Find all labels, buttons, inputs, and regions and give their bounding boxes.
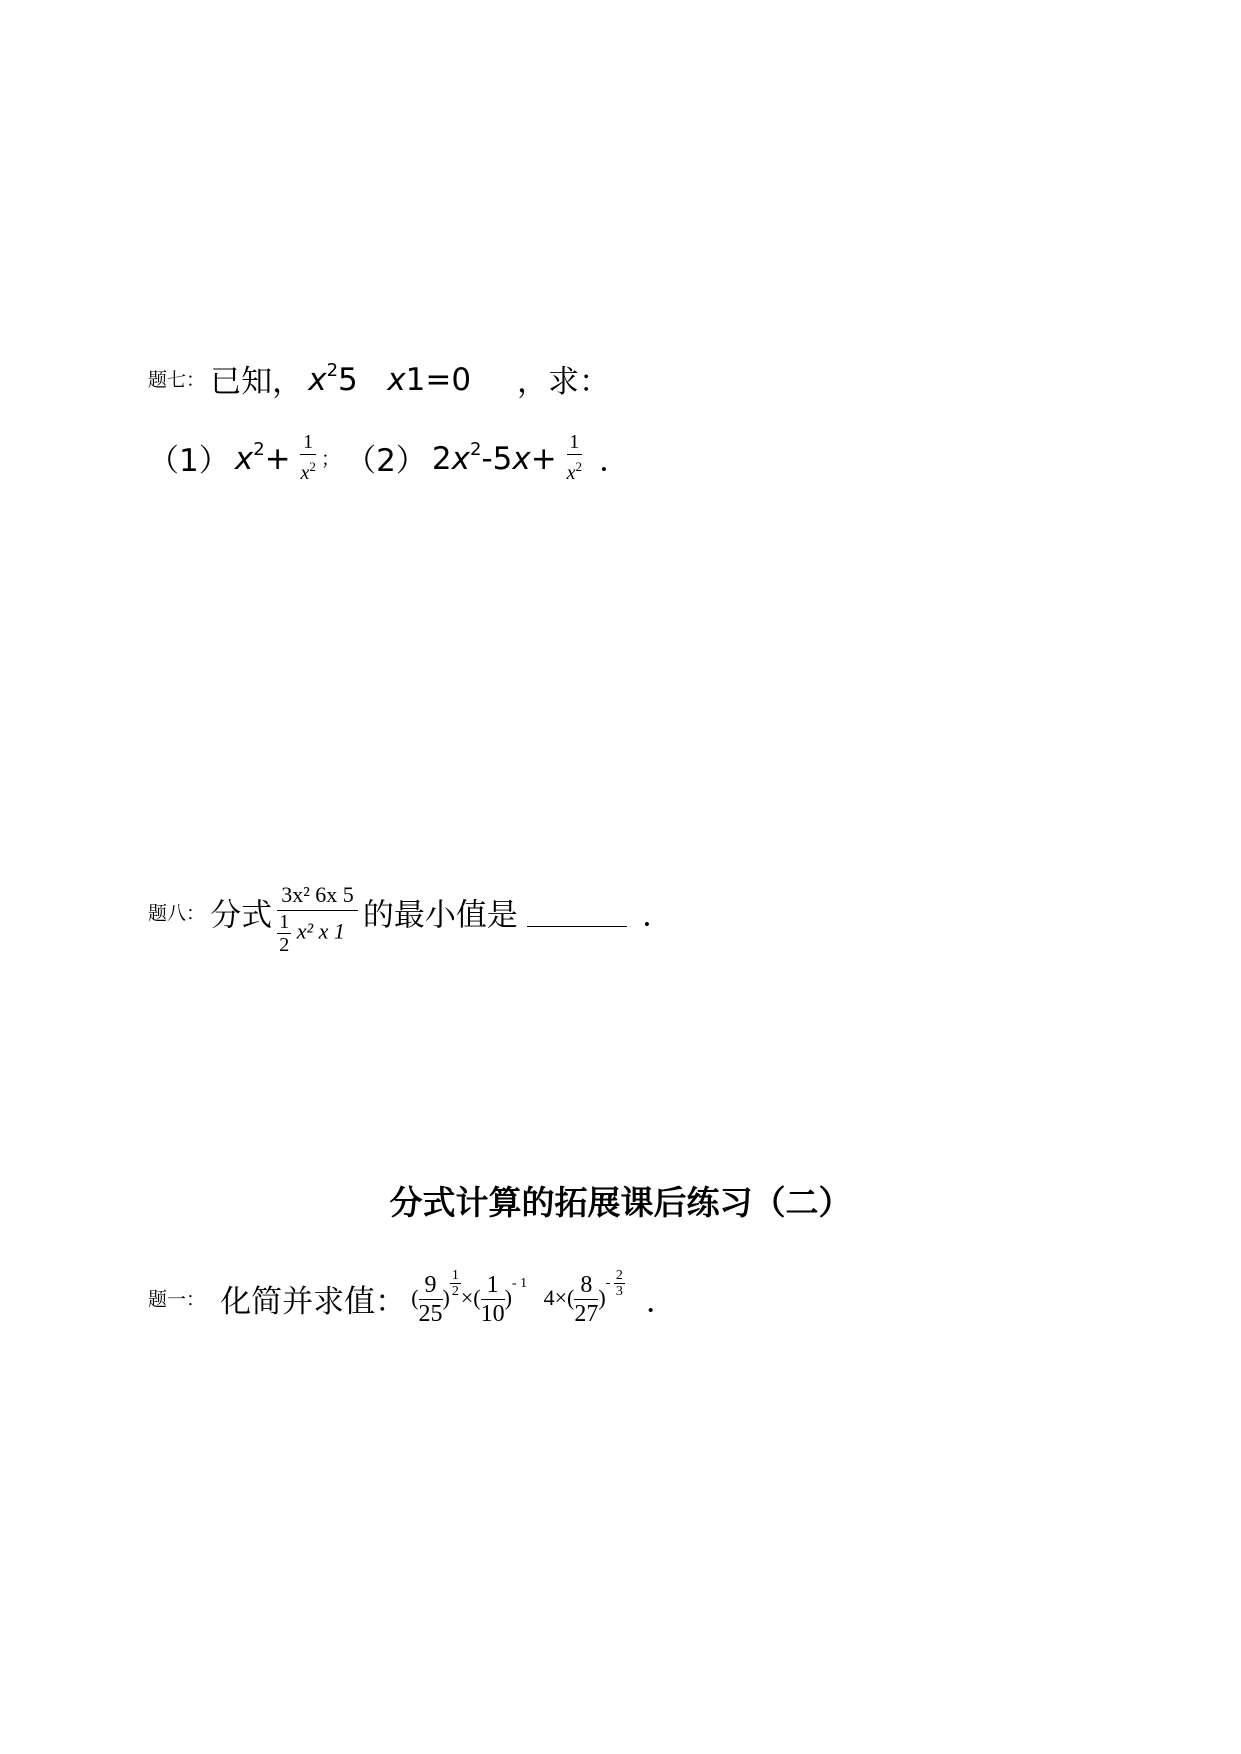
answer-blank[interactable] bbox=[527, 898, 627, 927]
q8-suffix: 的最小值是 bbox=[362, 897, 518, 934]
q1-text: 化简并求值： bbox=[220, 1283, 407, 1320]
q8-line bbox=[148, 880, 673, 956]
q8-end: ． bbox=[642, 897, 674, 934]
q1-expression: ( $\frac{9}{25}$ ) $\frac{1}{2}$ ×( $\frac{1}{10}$ )- 1 4×( $\frac{8}{27}$ )- $\frac{2}{3}$ bbox=[411, 1268, 623, 1328]
q1-fraction-1: $\frac{9}{25}$ bbox=[418, 1272, 443, 1328]
q7-ask: ，求： bbox=[516, 364, 610, 400]
q7-line-1 bbox=[148, 356, 610, 401]
q7-line-2 bbox=[148, 430, 630, 485]
q7-part1-expr: $x^2+$ bbox=[234, 438, 291, 477]
q1-fraction-2: $\frac{1}{10}$ bbox=[480, 1272, 505, 1328]
q1-label: 题一： bbox=[148, 1288, 206, 1311]
q1-exponent-3: - $\frac{2}{3}$ bbox=[605, 1268, 623, 1299]
q8-label: 题八： bbox=[148, 902, 206, 925]
q1-fraction-3: $\frac{8}{27}$ bbox=[574, 1272, 599, 1328]
q1-exponent-1: $\frac{1}{2}$ bbox=[451, 1268, 459, 1299]
q1-line bbox=[148, 1268, 677, 1328]
q7-part2-expr: $2x^2-5x+$ bbox=[431, 438, 557, 477]
q7-intro: 已知， bbox=[210, 364, 304, 400]
section-title: 分式计算的拓展课后练习（二） bbox=[389, 1183, 852, 1222]
q1-exponent-2: - 1 bbox=[511, 1275, 528, 1291]
q7-label: 题七： bbox=[148, 369, 206, 391]
q7-end: ． bbox=[599, 443, 631, 479]
q7-part1-marker: （1） bbox=[148, 443, 230, 479]
q7-part1-fraction: $\frac{1}{x^2}$ bbox=[300, 431, 316, 484]
q7-equation: $x^25$ x1=0 bbox=[308, 359, 472, 398]
q8-prefix: 分式 bbox=[210, 897, 273, 934]
q8-half-fraction: $\frac{1}{2}$ bbox=[279, 911, 290, 956]
q7-part2-fraction: $\frac{1}{x^2}$ bbox=[566, 431, 582, 484]
q1-end: ． bbox=[645, 1283, 677, 1320]
q7-part2-marker: （2） bbox=[345, 443, 427, 479]
q8-fraction: 3x² 6x 5 $\frac{1}{2}$ x² x 1 bbox=[277, 880, 358, 956]
q7-separator: ； bbox=[320, 448, 340, 470]
